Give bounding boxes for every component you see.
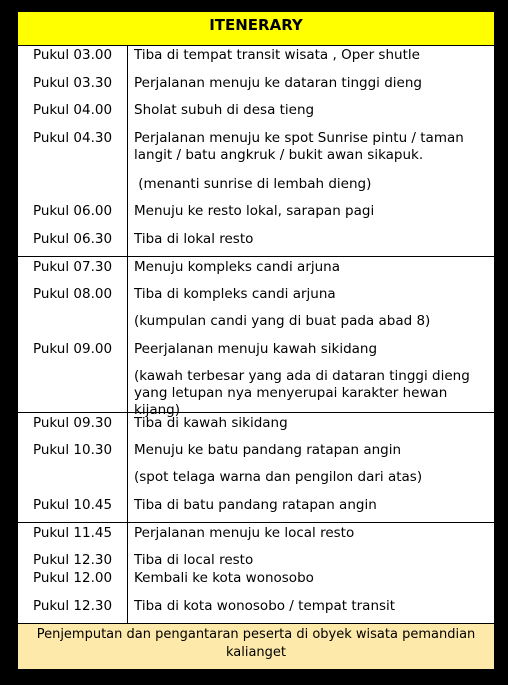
time-cell: Pukul 09.00	[32, 341, 113, 357]
activity-cell: Kembali ke kota wonosobo	[134, 570, 314, 586]
time-cell: Pukul 06.00	[32, 203, 113, 219]
footer-text: Penjemputan dan pengantaran peserta di obyek wisata pemandian kalianget	[36, 627, 476, 660]
itinerary-table	[17, 11, 495, 670]
time-cell: Pukul 12.30	[32, 552, 113, 568]
activity-cell: Perjalanan menuju ke spot Sunrise pintu / taman langit / batu angkruk / bukit awan sikapuk.	[134, 130, 464, 163]
section-divider	[18, 256, 494, 257]
activity-cell: Tiba di kawah sikidang	[134, 415, 288, 431]
activity-cell: Tiba di lokal resto	[134, 231, 254, 247]
activity-cell: Menuju ke resto lokal, sarapan pagi	[134, 203, 375, 219]
activity-cell: Tiba di local resto	[134, 552, 254, 568]
time-cell: Pukul 04.30	[32, 130, 113, 146]
activity-cell: Perjalanan menuju ke dataran tinggi dieng	[134, 75, 422, 91]
activity-cell: Tiba di kota wonosobo / tempat transit	[134, 598, 396, 614]
activity-cell: Menuju ke batu pandang ratapan angin	[134, 442, 402, 458]
activity-cell: Sholat subuh di desa tieng	[134, 102, 315, 118]
table-title: ITENERARY	[18, 12, 494, 46]
activity-cell: Menuju kompleks candi arjuna	[134, 259, 341, 275]
activity-cell: Tiba di kompleks candi arjuna	[134, 286, 336, 302]
time-cell: Pukul 03.30	[32, 75, 113, 91]
time-cell: Pukul 11.45	[32, 525, 113, 541]
time-cell: Pukul 12.00	[32, 570, 113, 586]
time-cell: Pukul 03.00	[32, 47, 113, 63]
footer-note	[18, 623, 494, 669]
time-cell: Pukul 10.45	[32, 497, 113, 513]
time-cell: Pukul 09.30	[32, 415, 113, 431]
time-cell: Pukul 06.30	[32, 231, 113, 247]
time-cell: Pukul 04.00	[32, 102, 113, 118]
activity-cell: Peerjalanan menuju kawah sikidang	[134, 341, 378, 357]
activity-note: (kawah terbesar yang ada di dataran tinggi dieng yang letupan nya menyerupai karakter hewan kijang)	[134, 368, 470, 418]
activity-note: (kumpulan candi yang di buat pada abad 8)	[134, 313, 431, 329]
activity-cell: Perjalanan menuju ke local resto	[134, 525, 355, 541]
time-cell: Pukul 12.30	[32, 598, 113, 614]
time-cell: Pukul 07.30	[32, 259, 113, 275]
activity-note: (menanti sunrise di lembah dieng)	[134, 176, 372, 192]
time-cell: Pukul 08.00	[32, 286, 113, 302]
column-divider	[127, 46, 128, 623]
activity-cell: Tiba di batu pandang ratapan angin	[134, 497, 377, 513]
activity-cell: Tiba di tempat transit wisata , Oper shutle	[134, 47, 420, 63]
section-divider	[18, 522, 494, 523]
activity-note: (spot telaga warna dan pengilon dari atas)	[134, 469, 423, 485]
time-cell: Pukul 10.30	[32, 442, 113, 458]
